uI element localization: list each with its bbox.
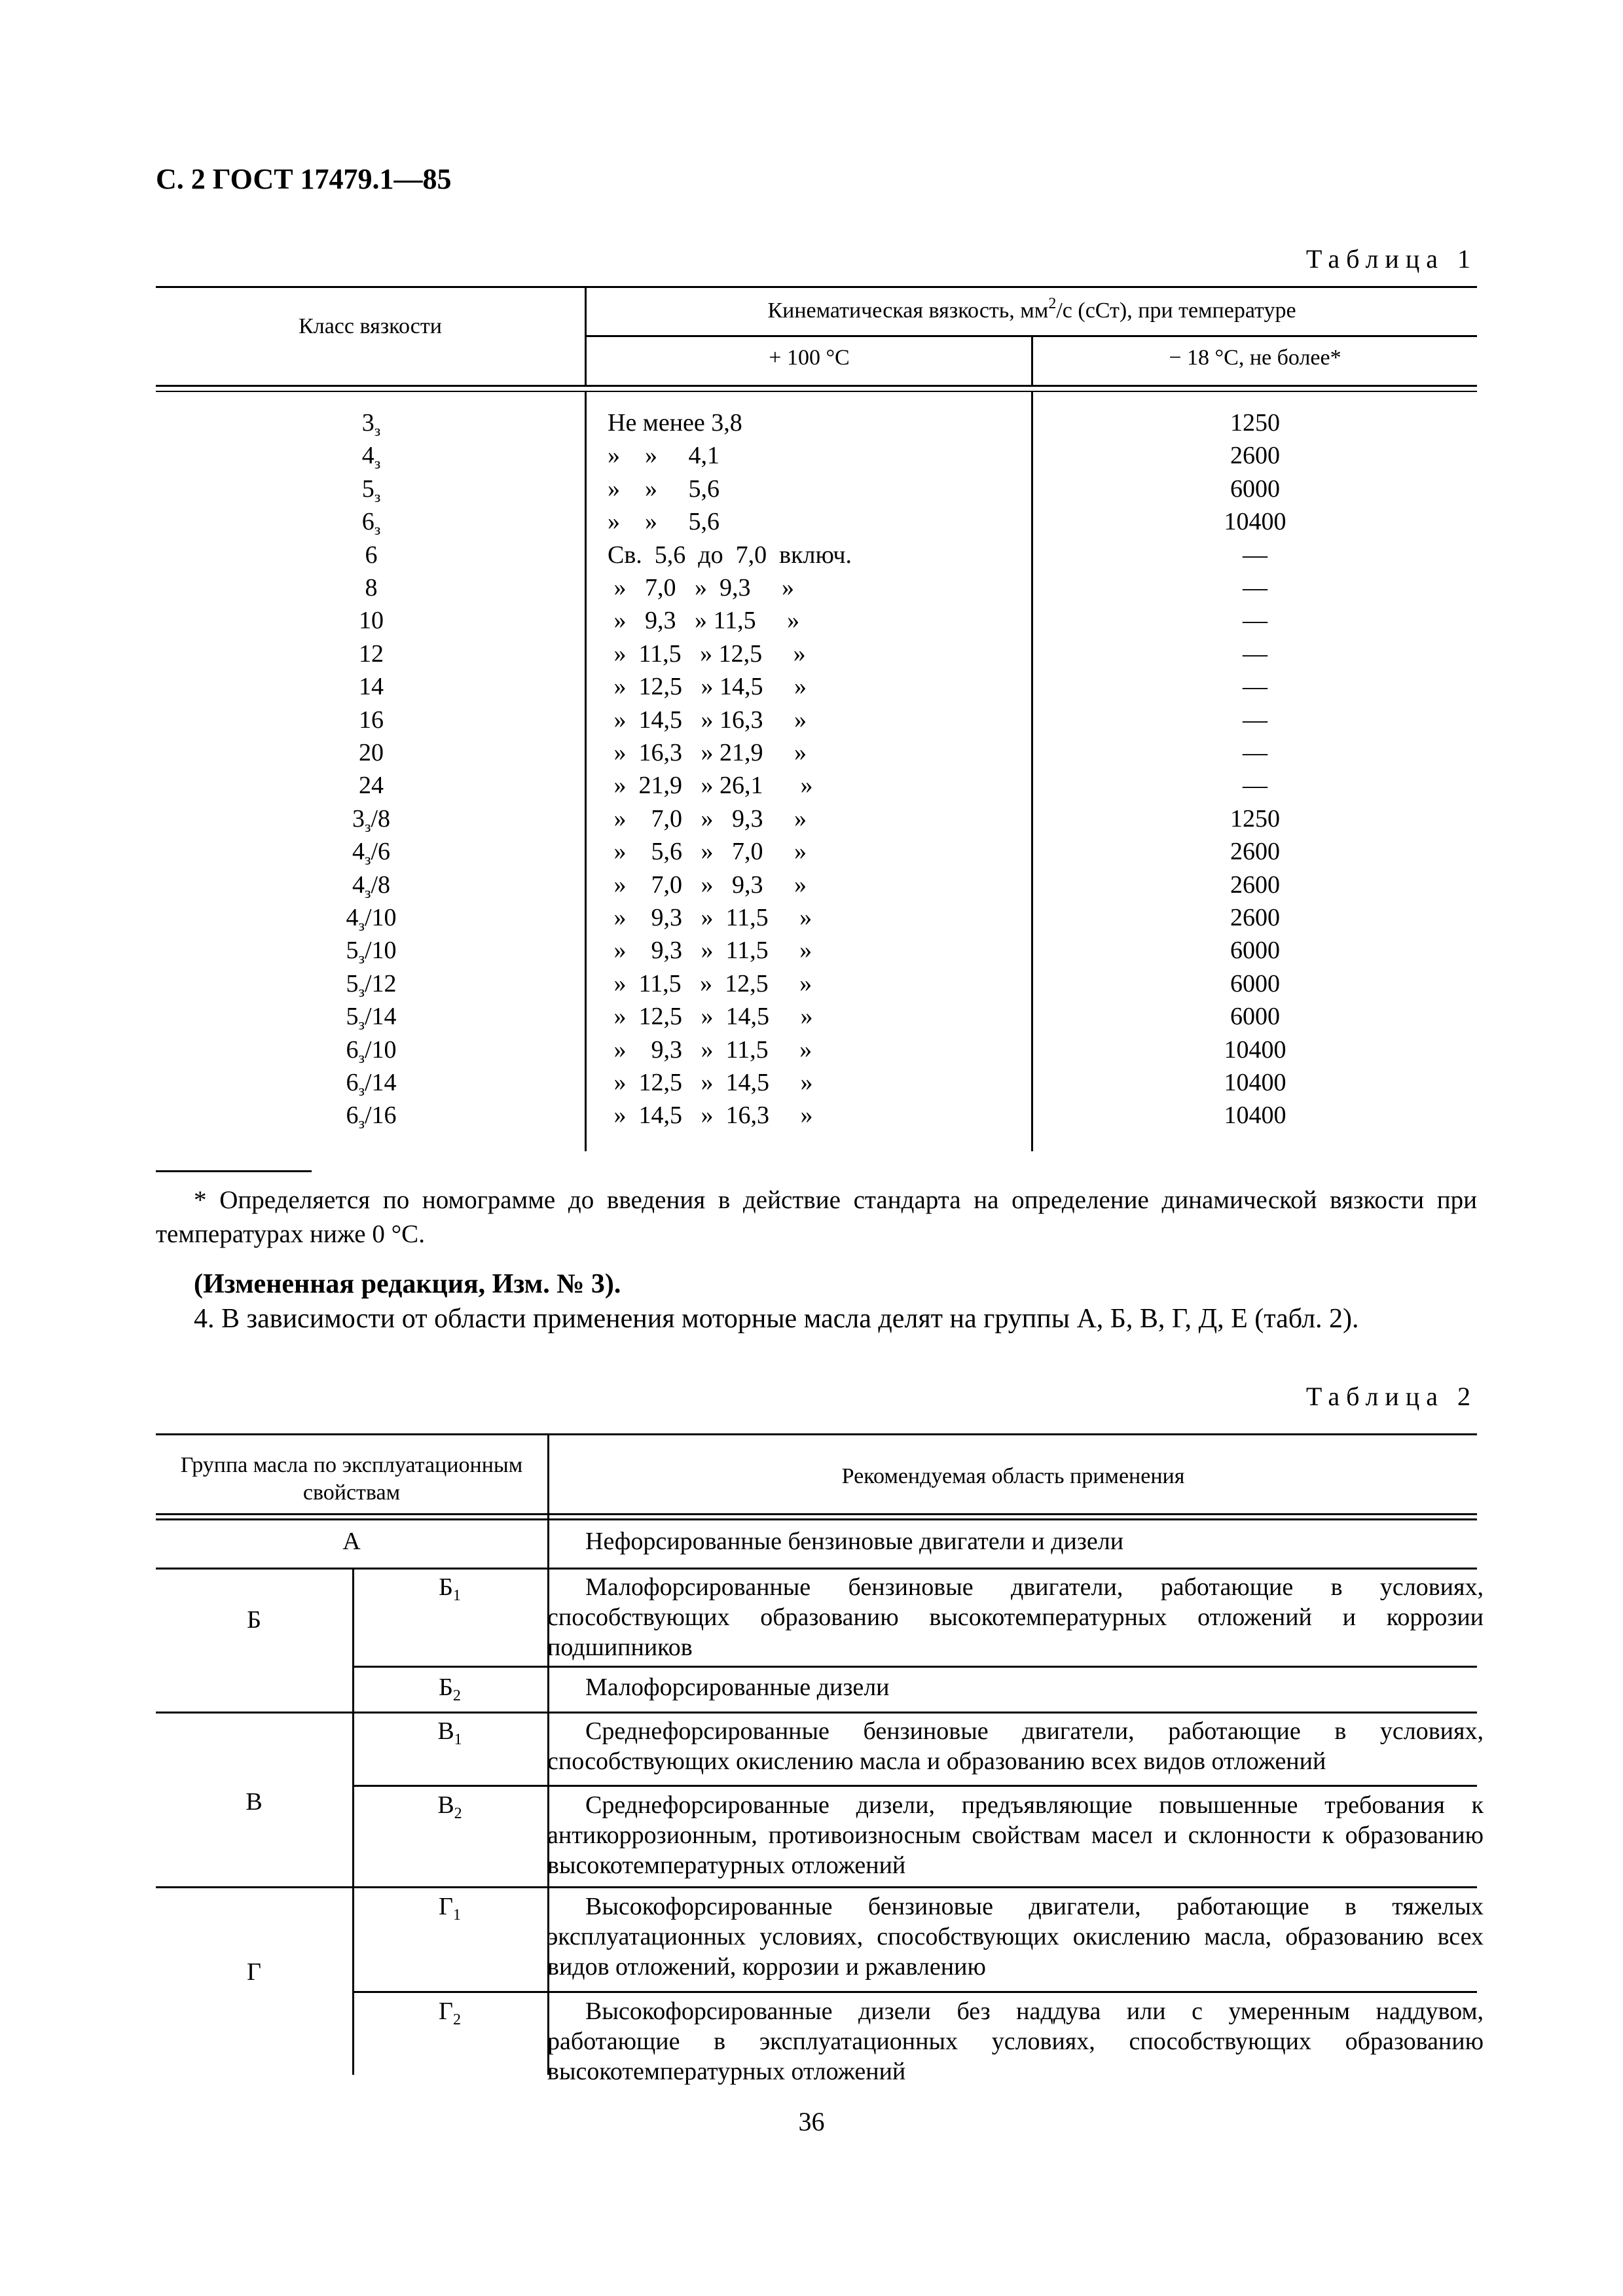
table-row <box>156 967 1477 1000</box>
group-b: Б <box>247 1606 261 1634</box>
desc-a: Нефорсированные бензиновые двигатели и дизели <box>585 1528 1124 1555</box>
viscosity-100c-cell: » 7,0 » 9,3 » <box>608 870 807 899</box>
viscosity-class-cell: $5_з/10$ <box>346 937 397 968</box>
viscosity-class-cell: $4_з/6$ <box>352 838 391 869</box>
col-100c: + 100 °С <box>769 346 850 370</box>
subgroup-v1: $В_1$ <box>437 1717 462 1748</box>
document-header: С. 2 ГОСТ 17479.1—85 <box>156 163 452 195</box>
subgroup-b1: $Б_1$ <box>439 1573 461 1604</box>
viscosity-class-cell: 6 <box>365 541 378 569</box>
viscosity-100c-cell: » » 5,6 <box>608 475 720 503</box>
table-row <box>156 1033 1477 1066</box>
viscosity-class-cell: $6_з$ <box>361 508 381 539</box>
col-viscosity-class: Класс вязкости <box>299 314 442 338</box>
desc-g2: Высокофорсированные дизели без наддува или с умеренным наддувом, работающие в эксплуатационных условиях, способствующих образованию высокотемпературных отложений <box>547 1998 1484 2085</box>
table-row <box>156 571 1477 604</box>
table-row <box>156 869 1477 901</box>
table1-caption: Таблица 1 <box>1305 244 1477 274</box>
viscosity-100c-cell: » 9,3 » 11,5 » <box>608 937 812 965</box>
table-row <box>156 505 1477 538</box>
viscosity-minus18c-cell: 2600 <box>1230 442 1280 470</box>
group-a: А <box>342 1528 361 1555</box>
group-g: Г <box>247 1958 261 1986</box>
viscosity-class-cell: $6_з/14$ <box>346 1069 397 1100</box>
viscosity-100c-cell: » » 5,6 <box>608 508 720 536</box>
viscosity-class-cell: $3_з$ <box>361 409 381 440</box>
viscosity-minus18c-cell: — <box>1243 673 1267 701</box>
viscosity-class-cell: $6_з/10$ <box>346 1035 397 1067</box>
footnote-rule <box>156 1170 312 1172</box>
viscosity-minus18c-cell: — <box>1243 607 1267 635</box>
viscosity-minus18c-cell: — <box>1243 639 1267 668</box>
table-row <box>156 473 1477 505</box>
viscosity-table <box>156 286 1477 1151</box>
viscosity-100c-cell: » 11,5 » 12,5 » <box>608 969 812 997</box>
table-row <box>156 769 1477 802</box>
viscosity-minus18c-cell: 6000 <box>1230 1003 1280 1031</box>
table-row <box>156 539 1477 571</box>
viscosity-minus18c-cell: 2600 <box>1230 838 1280 866</box>
viscosity-100c-cell: » 9,3 » 11,5 » <box>608 904 812 931</box>
subgroup-g2: $Г_2$ <box>439 1998 461 2028</box>
col-application: Рекомендуемая область применения <box>841 1464 1185 1488</box>
viscosity-table-body <box>156 392 1477 1151</box>
viscosity-class-cell: $4_з/8$ <box>352 870 391 902</box>
viscosity-100c-cell: » » 4,1 <box>608 442 720 470</box>
viscosity-class-cell: 16 <box>359 706 384 734</box>
viscosity-minus18c-cell: 2600 <box>1230 870 1280 899</box>
viscosity-minus18c-cell: — <box>1243 541 1267 569</box>
table-row <box>156 439 1477 472</box>
table-row <box>156 1099 1477 1132</box>
viscosity-minus18c-cell: 6000 <box>1230 969 1280 997</box>
paragraph-4: 4. В зависимости от области применения моторные масла делят на группы А, Б, В, Г, Д, Е (табл. 2). <box>194 1304 1359 1334</box>
viscosity-minus18c-cell: — <box>1243 772 1267 800</box>
table-row <box>156 406 1477 439</box>
viscosity-class-cell: $4_з/10$ <box>346 904 397 935</box>
table-row <box>156 736 1477 769</box>
viscosity-class-cell: 8 <box>365 574 378 601</box>
viscosity-100c-cell: » 16,3 » 21,9 » <box>608 739 807 766</box>
viscosity-100c-cell: » 12,5 » 14,5 » <box>608 1003 813 1031</box>
table-row <box>156 670 1477 703</box>
subgroup-v2: $В_2$ <box>437 1791 462 1822</box>
col-kinematic-viscosity: Кинематическая вязкость, $мм^2/с$ (сСт), при температуре <box>767 295 1296 323</box>
viscosity-class-cell: 12 <box>359 639 384 668</box>
table-row <box>156 704 1477 736</box>
header-double-rule <box>156 385 1477 392</box>
viscosity-class-cell: 14 <box>359 673 384 701</box>
viscosity-minus18c-cell: — <box>1243 574 1267 601</box>
oil-groups-table <box>156 1433 1484 2085</box>
page-number: 36 <box>798 2107 825 2136</box>
viscosity-minus18c-cell: 6000 <box>1230 475 1280 503</box>
viscosity-minus18c-cell: 10400 <box>1224 1102 1286 1130</box>
viscosity-100c-cell: » 9,3 » 11,5 » <box>608 607 800 635</box>
viscosity-100c-cell: » 7,0 » 9,3 » <box>608 574 794 601</box>
viscosity-100c-cell: » 7,0 » 9,3 » <box>608 804 807 833</box>
viscosity-100c-cell: Св. 5,6 до 7,0 включ. <box>608 541 852 569</box>
group-v: В <box>246 1788 263 1816</box>
viscosity-100c-cell: Не менее 3,8 <box>608 409 742 437</box>
viscosity-minus18c-cell: 10400 <box>1224 1069 1286 1096</box>
viscosity-minus18c-cell: 10400 <box>1224 508 1286 536</box>
viscosity-100c-cell: » 12,5 » 14,5 » <box>608 673 807 701</box>
table-row <box>156 1066 1477 1099</box>
viscosity-100c-cell: » 21,9 » 26,1 » <box>608 772 813 800</box>
viscosity-100c-cell: » 14,5 » 16,3 » <box>608 706 807 734</box>
table-row <box>156 604 1477 637</box>
col-minus18c: − 18 °С, не более* <box>1169 346 1341 370</box>
viscosity-class-cell: $5_з/14$ <box>346 1003 397 1034</box>
viscosity-class-cell: $6_з/16$ <box>346 1102 397 1133</box>
desc-v1: Среднефорсированные бензиновые двигатели, работающие в условиях, способствующих окислению масла и образованию всех видов отложений <box>547 1717 1484 1775</box>
table-row <box>156 802 1477 835</box>
table-row <box>156 637 1477 670</box>
viscosity-class-cell: $5_з$ <box>361 475 381 506</box>
table-row <box>156 1000 1477 1033</box>
viscosity-100c-cell: » 9,3 » 11,5 » <box>608 1035 812 1064</box>
viscosity-minus18c-cell: 2600 <box>1230 904 1280 931</box>
subgroup-b2: $Б_2$ <box>439 1674 461 1704</box>
viscosity-class-cell: $4_з$ <box>361 442 381 473</box>
viscosity-minus18c-cell: — <box>1243 739 1267 766</box>
viscosity-class-cell: $5_з/12$ <box>346 969 397 1001</box>
desc-g1: Высокофорсированные бензиновые двигатели, работающие в тяжелых эксплуатационных условиях, способствующих окислению масла, образованию всех видов отложений, коррозии и ржавлению <box>547 1893 1484 1981</box>
viscosity-100c-cell: » 5,6 » 7,0 » <box>608 838 807 866</box>
desc-v2: Среднефорсированные дизели, предъявляющие повышенные требования к антикоррозионным, противоизносным свойствам масел и склонности к образованию высокотемпературных отложений <box>547 1791 1484 1879</box>
viscosity-class-cell: 20 <box>359 739 384 766</box>
col-oil-group: Группа масла по эксплуатационным свойствам <box>180 1453 523 1505</box>
viscosity-class-cell: 24 <box>359 772 384 800</box>
viscosity-table-header <box>156 286 1477 385</box>
subgroup-g1: $Г_1$ <box>439 1893 461 1924</box>
desc-b1: Малофорсированные бензиновые двигатели, работающие в условиях, способствующих образованию высокотемпературных отложений и коррозии подшипников <box>547 1573 1484 1661</box>
viscosity-minus18c-cell: 1250 <box>1230 409 1280 437</box>
viscosity-class-cell: 10 <box>359 607 384 635</box>
table-row <box>156 835 1477 868</box>
revised-note: (Измененная редакция, Изм. № 3). <box>194 1269 621 1299</box>
table-row <box>156 934 1477 967</box>
viscosity-minus18c-cell: 10400 <box>1224 1035 1286 1064</box>
viscosity-100c-cell: » 12,5 » 14,5 » <box>608 1069 813 1096</box>
desc-b2: Малофорсированные дизели <box>585 1674 890 1701</box>
viscosity-minus18c-cell: — <box>1243 706 1267 734</box>
viscosity-class-cell: $3_з/8$ <box>352 804 391 836</box>
viscosity-100c-cell: » 14,5 » 16,3 » <box>608 1102 813 1130</box>
viscosity-minus18c-cell: 6000 <box>1230 937 1280 965</box>
viscosity-minus18c-cell: 1250 <box>1230 804 1280 833</box>
viscosity-100c-cell: » 11,5 » 12,5 » <box>608 639 806 668</box>
footnote: * Определяется по номограмме до введения в действие стандарта на определение динамической вязкости при температурах ниже 0 °С. <box>156 1186 1477 1248</box>
table2-caption: Таблица 2 <box>1305 1382 1477 1411</box>
table-row <box>156 901 1477 934</box>
